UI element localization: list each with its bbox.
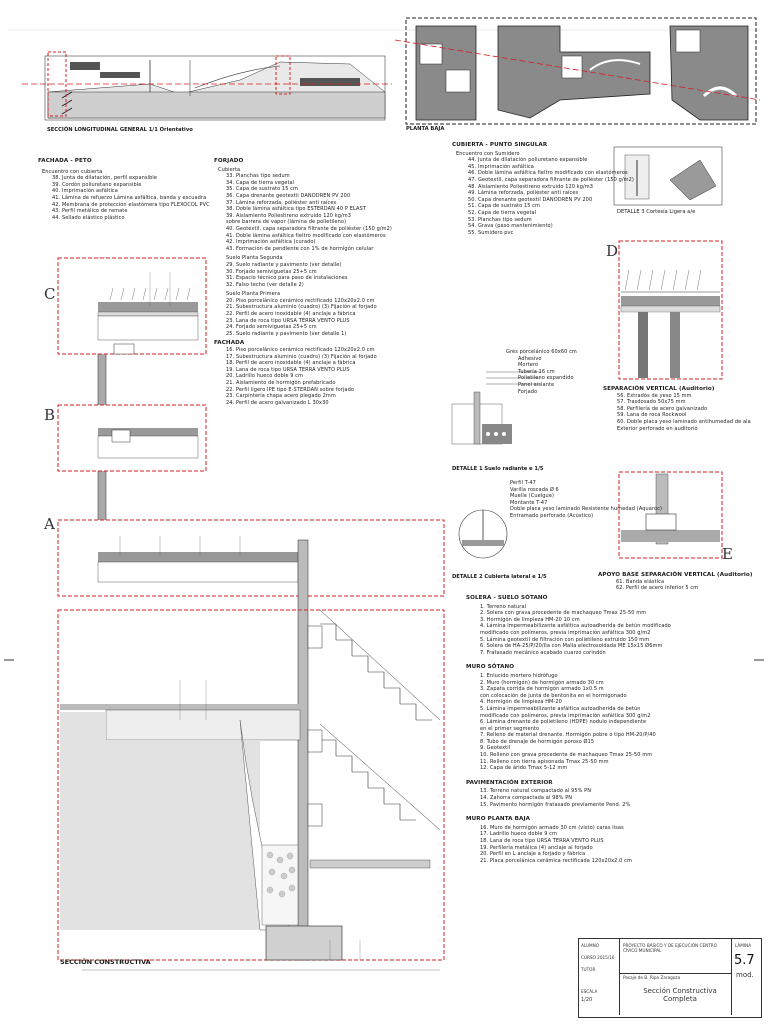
list-item: 41. Doble lámina asfáltica fieltro modificado con elastómeros <box>226 232 386 239</box>
list-item: 60. Doble placa yeso laminado antihumedad de ala <box>617 418 751 425</box>
list-item: en el primer segmento <box>480 725 540 732</box>
detail-letter-b: B <box>44 406 56 424</box>
list-item: 42. Imprimación asfáltica (curado) <box>226 239 316 246</box>
list-item: 7. Relleno de material drenante. Hormigón pobre o tipo HM-20/P/40 <box>480 732 656 739</box>
apoyo-heading: APOYO BASE SEPARACIÓN VERTICAL (Auditorio) <box>598 572 753 578</box>
list-item: 48. Aislamiento Poliestireno extruido 120 kg/m3 <box>468 183 594 190</box>
list-item: 4. Hormigón de limpieza HM-20 <box>480 699 562 706</box>
list-item: 9. Geotextil <box>480 745 511 752</box>
ground-floor-plan <box>395 18 760 124</box>
detail-letter-d: D <box>606 242 619 260</box>
note: Doble placa yeso laminado Resistente humedad (Aquaroc) <box>510 506 663 513</box>
title-block <box>578 938 762 1018</box>
plan-label: PLANTA BAJA <box>406 126 445 132</box>
section-label: SECCIÓN CONSTRUCTIVA <box>60 958 151 966</box>
list-item: 5. Lámina geotextil de filtración con polietileno extruido 150 mm <box>480 636 650 643</box>
list-item: 18. Lana de roca tipo URSA TERRA VENTO PLUS <box>480 838 604 844</box>
fachada-peto-sub: Encuentro con cubierta <box>42 168 103 175</box>
list-item: 30. Forjado semiviguetas 25+5 cm <box>226 268 317 275</box>
list-item: 40. Geotextil, capa separadora filtrante de poliéster (150 g/m2) <box>226 225 392 232</box>
detalle-1-label: DETALLE 1 Suelo radiante e 1/5 <box>452 466 544 472</box>
list-item: 16. Muro de hormigón armado 30 cm (visto) caras lisas <box>480 824 624 831</box>
list-item: 2. Muro (hormigón) de hormigón armado 30 cm <box>480 679 604 686</box>
list-item: 44. Junta de dilatación poliuretano expansible <box>468 157 588 164</box>
lamina-label: LÁMINA <box>735 943 752 948</box>
detalle-2-notes <box>510 480 662 520</box>
list-item: 22. Perfil ligero IPE tipo E-STERDAN sobre forjado <box>226 386 355 393</box>
list-item: 49. Lámina reforzada, poliéster anti raíces <box>468 190 579 197</box>
list-item: 24. Perfil de acero galvanizado L 30x30 <box>226 399 329 406</box>
muro-sotano-heading: MURO SÓTANO <box>466 664 515 671</box>
detail-letter-a: A <box>44 515 55 533</box>
curso-label: CURSO 2015/16 <box>581 955 615 960</box>
note: Perfil T-47 <box>510 480 536 486</box>
project-name: PROYECTO BÁSICO Y DE EJECUCIÓN CENTRO CÍVICO MUNICIPAL <box>623 943 717 953</box>
list-item: 34. Capa de tierra vegetal <box>226 179 295 186</box>
note: Muelle (Cuelgue) <box>510 493 555 500</box>
list-item: 1. Enlucido mortero hidrófugo <box>480 672 558 679</box>
list-item: 52. Capa de tierra vegetal <box>468 209 537 216</box>
list-item: 45. Imprimación asfáltica <box>468 163 534 170</box>
list-item: 23. Carpintería chapa acero plegado 2mm <box>226 393 336 400</box>
list-item: Exterior perforado en auditorio <box>617 425 698 432</box>
location: Pasaje de B. Ripa Zaragoza <box>623 975 681 980</box>
list-item: 3. Hormigón de limpieza HM-20 10 cm <box>480 616 580 623</box>
list-item: 21. Subestructura aluminio (cuadro) (3) Fijación al forjado <box>226 304 377 311</box>
escala-value: 1/20 <box>581 997 593 1003</box>
sep-vertical-heading: SEPARACIÓN VERTICAL (Auditorio) <box>603 386 715 392</box>
list-item: 17. Subestructura aluminio (cuadro) (3) Fijación al forjado <box>226 353 377 360</box>
detalle-3-label: DETALLE 3 Cortesía Ligera a/e <box>617 209 696 215</box>
list-item: 46. Doble lámina asfáltica fieltro modificado con elastómeros <box>468 170 628 177</box>
detalle-1-notes <box>506 349 577 395</box>
list-item: 58. Perfilería de acero galvanizado <box>617 405 708 412</box>
list-item: 33. Planchas tipo sedum <box>226 173 290 180</box>
list-item: 38. Doble lámina asfáltica tipo ESTERDAN 40 P ELAST <box>226 206 366 213</box>
cubierta-singular-block <box>452 142 634 236</box>
list-item: 57. Trasdosado 50x75 mm <box>617 399 686 406</box>
list-item: 43. Formación de pendiente con 1% de hormigón celular <box>226 245 374 252</box>
note: Forjado <box>518 388 538 395</box>
note: Entramado perforado (Acústico) <box>510 512 594 519</box>
tutor-label: TUTOR <box>581 967 596 972</box>
list-item: 7. Fratasado mecánico acabado cuarzo corindón <box>480 649 606 656</box>
list-item: 44. Sellado elástico plástico <box>52 214 125 221</box>
list-item: 29. Suelo radiante y pavimento (ver detalle) <box>226 261 342 268</box>
separacion-vertical-block <box>603 386 751 432</box>
forjado-heading: FORJADO <box>214 158 244 164</box>
list-item: sobre barrera de vapor (lámina de polietileno) <box>226 219 347 226</box>
note: Tubería 16 cm <box>518 368 555 375</box>
list-item: 17. Ladrillo hueco doble 9 cm <box>480 831 557 838</box>
list-item: 54. Grava (paso mantenimiento) <box>468 223 553 230</box>
fachada-peto-heading: FACHADA - PETO <box>38 158 92 164</box>
list-item: 16. Piso porcelánico cerámico rectificado 120x20x2.0 cm <box>226 347 375 354</box>
sheet-mod: mod. <box>736 971 754 979</box>
list-item: 1. Terreno natural <box>480 603 527 610</box>
detail-letter-e: E <box>722 545 733 563</box>
list-item: 14. Zahorra compactada al 98% PN <box>480 795 573 802</box>
list-item: 24. Forjado semiviguetas 25+5 cm <box>226 324 317 331</box>
forjado-sub3: Suelo Planta Primera <box>226 291 281 298</box>
cubierta-singular-sub: Encuentro con Sumidero <box>456 150 520 157</box>
list-item: 20. Ladrillo hueco doble 9 cm <box>226 373 303 380</box>
note: Panel aislante <box>518 381 555 388</box>
list-item: 38. Junta de dilatación, perfil expansible <box>52 175 158 182</box>
solera-block <box>466 595 671 864</box>
apoyo-sep-block <box>598 572 753 592</box>
escala-label: ESCALA <box>581 989 598 994</box>
list-item: con colocación de junta de bentonita en el hormigonado <box>480 692 627 699</box>
list-item: 39. Aislamiento Poliestireno extruido 120 kg/m3 <box>226 212 352 219</box>
list-item: 15. Pavimento hormigón fratasado previamente Pend. 2% <box>480 801 631 808</box>
list-item: 19. Lana de roca tipo URSA TERRA VENTO PLUS <box>226 366 350 373</box>
list-item: 40. Imprimación asfáltica <box>52 188 118 195</box>
list-item: 21. Placa porcelánica cerámica rectificada 120x20x2.0 cm <box>480 857 632 864</box>
list-item: 20. Perfil en L anclaje a forjado y fábrica <box>480 851 586 858</box>
list-item: 19. Perfilería metálica (4) anclaje al forjado <box>480 844 593 851</box>
fachada-peto-block <box>38 158 210 221</box>
list-item: modificado con polímeros, previa imprimación asfáltica 300 g/m2 <box>480 712 651 719</box>
list-item: 50. Capa drenante geotextil DANODREN PV 200 <box>468 196 593 203</box>
list-item: 43. Perfil metálico de remate <box>52 208 128 215</box>
solera-heading: SOLERA - SUELO SÓTANO <box>466 595 548 601</box>
list-item: 12. Capa de árido Tmax 5-12 mm <box>480 765 568 772</box>
note: Varilla roscada Ø 6 <box>510 486 559 493</box>
list-item: 21. Aislamiento de hormigón prefabricado <box>226 380 336 386</box>
list-item: 11. Relleno con tierra apisonada Tmax 25-50 mm <box>480 758 609 765</box>
pavimentacion-heading: PAVIMENTACIÓN EXTERIOR <box>466 779 553 786</box>
list-item: 18. Perfil de acero inoxidable (4) anclaje a fábrica <box>226 360 356 367</box>
list-item: 13. Terreno natural compactado al 95% PN <box>480 788 592 795</box>
list-item: 59. Lana de roca Rockwool <box>617 412 687 419</box>
sheet-title: Sección Constructiva Completa <box>643 987 717 1003</box>
note: Grés porcelánico 60x60 cm <box>506 349 577 355</box>
forjado-sub2: Suelo Planta Segunda <box>226 255 283 262</box>
list-item: 23. Lana de roca tipo URSA TERRA VENTO PLUS <box>226 317 350 324</box>
list-item: 8. Tubo de drenaje de hormigón poroso Ø15 <box>480 738 595 745</box>
list-item: 32. Falso techo (ver detalle 2) <box>226 281 304 288</box>
muro-pb-heading: MURO PLANTA BAJA <box>466 816 531 823</box>
list-item: 51. Capa de sustrato 15 cm <box>468 203 541 210</box>
section-title: SECCIÓN LONGITUDINAL GENERAL 1/1 Orientativo <box>47 127 193 133</box>
list-item: 37. Lámina reforzada, poliéster anti raíces <box>226 199 337 206</box>
list-item: 55. Sumidero pvc <box>468 229 514 236</box>
list-item: 35. Capa de sustrato 15 cm <box>226 186 299 193</box>
forjado-block <box>214 158 392 406</box>
sheet-number: 5.7 <box>734 953 755 968</box>
list-item: 10. Relleno con grava procedente de machaqueo Tmax 25-50 mm <box>480 752 653 759</box>
list-item: 41. Lámina de refuerzo Lámina asfáltica, banda y escuadra <box>52 194 207 201</box>
list-item: 62. Perfil de acero inferior 5 cm <box>616 585 699 592</box>
alumno-label: ALUMNO <box>581 943 600 948</box>
list-item: 4. Lámina impermeabilizante asfáltica autoadherida de betún modificado <box>480 623 671 630</box>
list-item: 42. Membrana de protección elastómera tipo FLEXOCOL PVC <box>52 201 210 208</box>
list-item: 22. Perfil de acero inoxidable (4) anclaje a fábrica <box>226 311 356 318</box>
list-item: 53. Planchas tipo sedum <box>468 216 532 223</box>
list-item: 36. Capa drenante geotextil DANODREN PV 200 <box>226 192 351 199</box>
note: Adhesivo <box>518 355 542 362</box>
fachada-heading: FACHADA <box>214 340 245 347</box>
list-item: modificado con polímeros, previa imprimación asfáltica 300 g/m2 <box>480 629 651 636</box>
list-item: 6. Lámina drenante de polietileno (HDPE) nodulo independiente <box>480 719 647 726</box>
longitudinal-section <box>22 52 392 120</box>
list-item: 20. Piso porcelánico cerámico rectificado 120x20x2.0 cm <box>226 297 375 304</box>
list-item: 56. Extradós de yeso 15 mm <box>617 392 692 399</box>
note: Montante T-47 <box>510 499 548 506</box>
note: Polietileno expandido <box>518 375 574 382</box>
forjado-sub: Cubierta <box>218 166 241 173</box>
list-item: 47. Geotextil, capa separadora filtrante de poliéster (150 g/m2) <box>468 176 634 183</box>
list-item: 6. Solera de HA-25/P/20/IIa con Malla electrosoldada ME 15x15 Ø6mm <box>480 643 663 650</box>
list-item: 2. Solera con grava procedente de machaqueo Tmax 25-50 mm <box>480 610 647 617</box>
list-item: 39. Cordón poliuretano expansible <box>52 181 142 188</box>
cubierta-singular-heading: CUBIERTA - PUNTO SINGULAR <box>452 142 548 148</box>
detail-2-drawing <box>459 510 507 558</box>
note: Mortero <box>518 362 539 369</box>
list-item: 25. Suelo radiante y pavimento (ver detalle 1) <box>226 330 347 337</box>
detail-letter-c: C <box>44 285 56 303</box>
list-item: 61. Banda elástica <box>616 578 665 585</box>
detail-d-box <box>619 241 722 379</box>
list-item: 5. Lámina impermeabilizante asfáltica autoadherida de betún <box>480 705 641 712</box>
list-item: 3. Zapata corrida de hormigón armado 1x0.5 m <box>480 686 604 693</box>
detalle-2-label: DETALLE 2 Cubierta lateral e 1/5 <box>452 574 547 580</box>
list-item: 31. Espacio técnico para paso de instalaciones <box>226 275 348 282</box>
